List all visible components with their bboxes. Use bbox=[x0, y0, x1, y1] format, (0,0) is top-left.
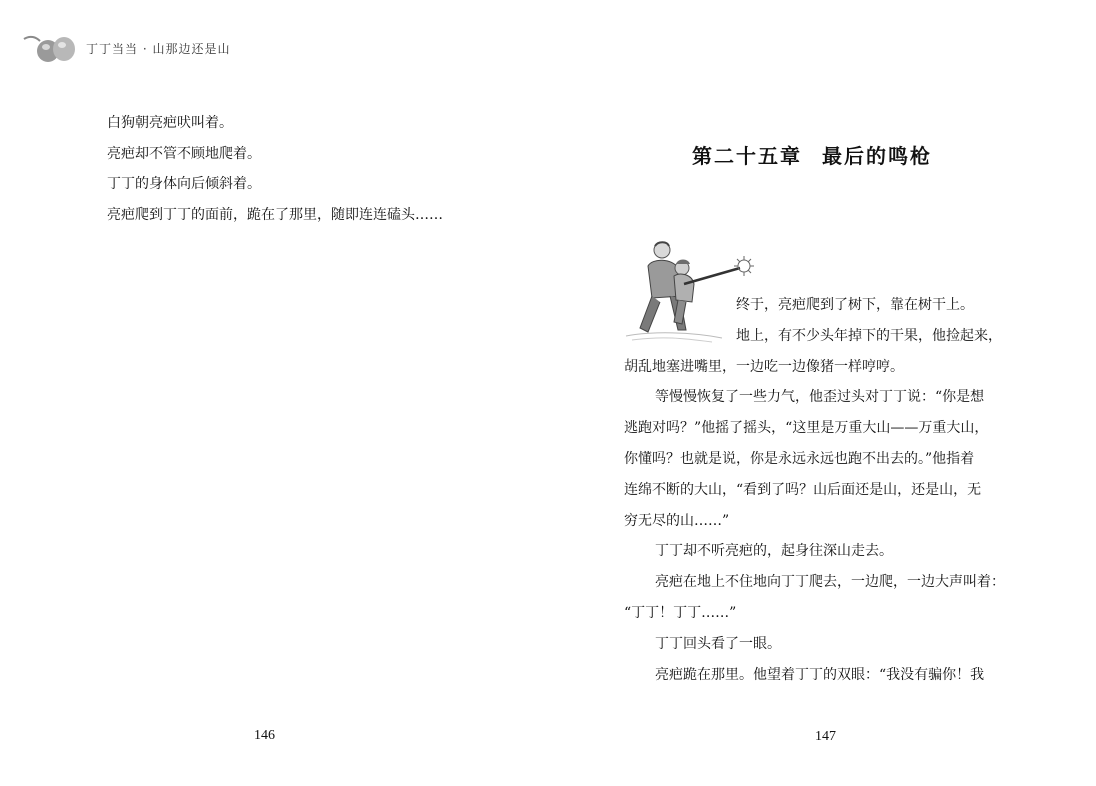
paragraph-line: 丁丁却不听亮疤的，起身往深山走去。 bbox=[655, 543, 893, 560]
right-page-number: 147 bbox=[815, 729, 836, 744]
series-header bbox=[22, 28, 230, 68]
paragraph-line: 连绵不断的大山，“看到了吗？山后面还是山，还是山，无 bbox=[624, 481, 982, 498]
left-page-body bbox=[107, 108, 487, 230]
paragraph: 白狗朝亮疤吠叫着。 bbox=[107, 115, 233, 131]
paragraph-line: 你懂吗？也就是说，你是永远永远也跑不出去的。”他指着 bbox=[624, 450, 975, 467]
paragraph-line: 等慢慢恢复了一些力气，他歪过头对丁丁说：“你是想 bbox=[655, 389, 985, 406]
paragraph: 丁丁的身体向后倾斜着。 bbox=[107, 176, 261, 192]
paragraph-line: “丁丁！丁丁……” bbox=[624, 604, 737, 621]
paragraph-line: 终于，亮疤爬到了树下，靠在树干上。 bbox=[736, 297, 974, 313]
gourd-logo-icon bbox=[22, 31, 82, 65]
paragraph: 亮疤却不管不顾地爬着。 bbox=[107, 145, 261, 162]
paragraph-line: 穷无尽的山……” bbox=[624, 512, 730, 529]
series-title: 丁丁当当 · 山那边还是山 bbox=[86, 41, 231, 56]
chapter-title bbox=[692, 140, 932, 169]
paragraph: 亮疤爬到丁丁的面前，跪在了那里，随即连连磕头…… bbox=[107, 206, 443, 223]
chapter-name: 最后的鸣枪 bbox=[822, 144, 932, 168]
paragraph-line: 逃跑对吗？”他摇了摇头，“这里是万重大山——万重大山， bbox=[624, 420, 989, 437]
left-page-number: 146 bbox=[254, 728, 275, 743]
chapter-number: 第二十五章 bbox=[692, 144, 802, 168]
paragraph-line: 亮疤跪在那里。他望着丁丁的双眼：“我没有骗你！我 bbox=[655, 666, 985, 683]
paragraph-line: 地上，有不少头年掉下的干果，他捡起来， bbox=[736, 327, 1002, 344]
paragraph-line: 丁丁回头看了一眼。 bbox=[655, 635, 781, 652]
paragraph-line: 胡乱地塞进嘴里，一边吃一边像猪一样哼哼。 bbox=[624, 358, 904, 375]
right-page-body bbox=[624, 290, 1024, 690]
paragraph-line: 亮疤在地上不住地向丁丁爬去，一边爬，一边大声叫着： bbox=[655, 574, 1005, 591]
